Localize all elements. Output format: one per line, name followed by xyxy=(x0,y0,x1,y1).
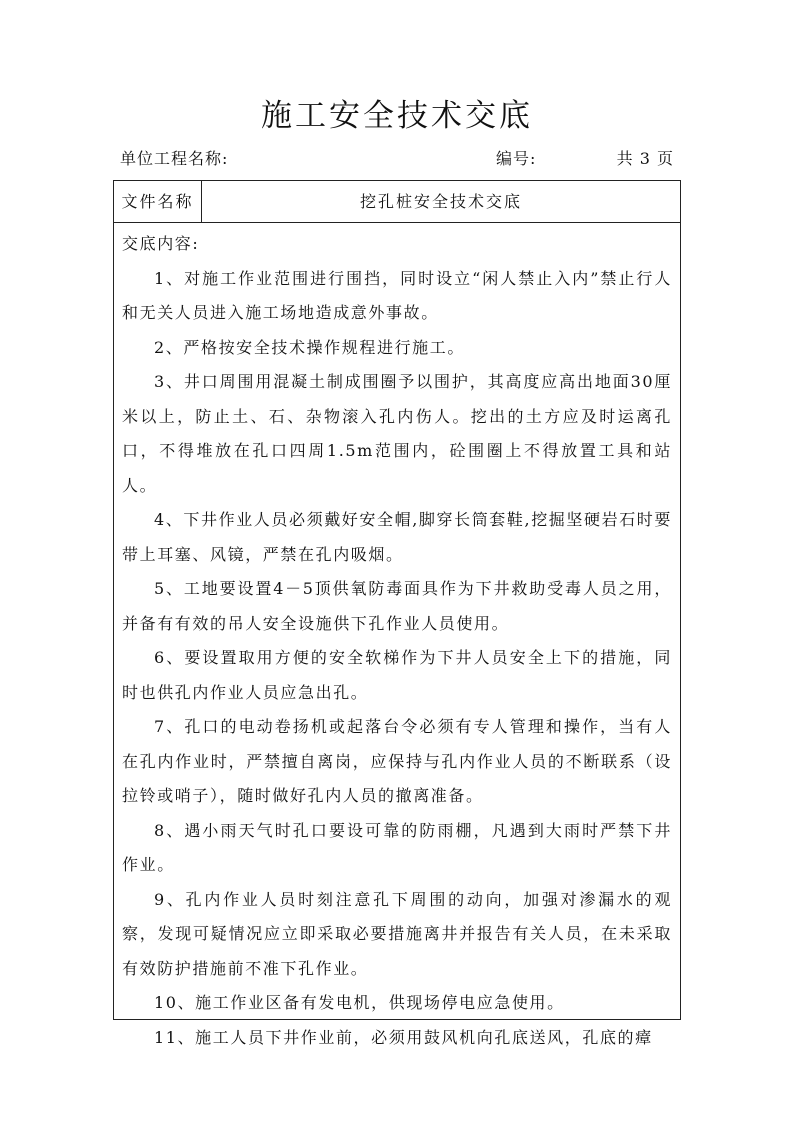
file-name-label: 文件名称 xyxy=(114,181,202,222)
disclosure-item: 10、施工作业区备有发电机，供现场停电应急使用。 xyxy=(154,993,565,1012)
header-meta-row xyxy=(120,146,674,172)
disclosure-table xyxy=(113,180,681,1047)
disclosure-item: 6、要设置取用方便的安全软梯作为下井人员安全上下的措施，同时也供孔内作业人员应急出孔。 xyxy=(122,648,672,702)
disclosure-item: 4、下井作业人员必须戴好安全帽,脚穿长筒套鞋,挖掘坚硬岩石时要带上耳塞、风镜，严禁在孔内吸烟。 xyxy=(122,510,672,564)
content-label: 交底内容: xyxy=(122,234,200,253)
disclosure-item: 3、井口周围用混凝土制成围圈予以围护，其高度应高出地面30厘米以上，防止土、石、杂物滚入孔内伤人。挖出的土方应及时运离孔口，不得堆放在孔口四周1.5m范围内，砼围圈上不得放置工具和站人。 xyxy=(122,372,672,495)
disclosure-item: 8、遇小雨天气时孔口要设可靠的防雨棚，凡遇到大雨时严禁下井作业。 xyxy=(122,820,672,874)
document-number-label: 编号: xyxy=(496,149,537,168)
document-title: 施工安全技术交底 xyxy=(261,98,533,134)
file-name-row xyxy=(114,181,680,223)
disclosure-item: 9、孔内作业人员时刻注意孔下周围的动向，加强对渗漏水的观察，发现可疑情况应立即采取必要措施离井并报告有关人员，在未采取有效防护措施前不准下孔作业。 xyxy=(122,889,672,978)
disclosure-item: 2、严格按安全技术操作规程进行施工。 xyxy=(154,337,465,357)
disclosure-item: 7、孔口的电动卷扬机或起落台令必须有专人管理和操作，当有人在孔内作业时，严禁擅自离岗，应保持与孔内作业人员的不断联系（设拉铃或哨子），随时做好孔内人员的撤离准备。 xyxy=(122,717,672,805)
page-count: 共 3 页 xyxy=(616,149,674,168)
disclosure-item: 5、工地要设置4－5顶供氧防毒面具作为下井救助受毒人员之用，并备有有效的吊人安全设施供下孔作业人员使用。 xyxy=(122,579,672,633)
file-name-value: 挖孔桩安全技术交底 xyxy=(359,192,522,211)
disclosure-content xyxy=(114,223,680,1047)
project-name-label: 单位工程名称: xyxy=(120,149,229,168)
disclosure-item: 11、施工人员下井作业前，必须用鼓风机向孔底送风，孔底的瘴 xyxy=(154,1027,653,1047)
disclosure-item: 1、对施工作业范围进行围挡，同时设立“闲人禁止入内”禁止行人和无关人员进入施工场地造成意外事故。 xyxy=(122,268,672,322)
